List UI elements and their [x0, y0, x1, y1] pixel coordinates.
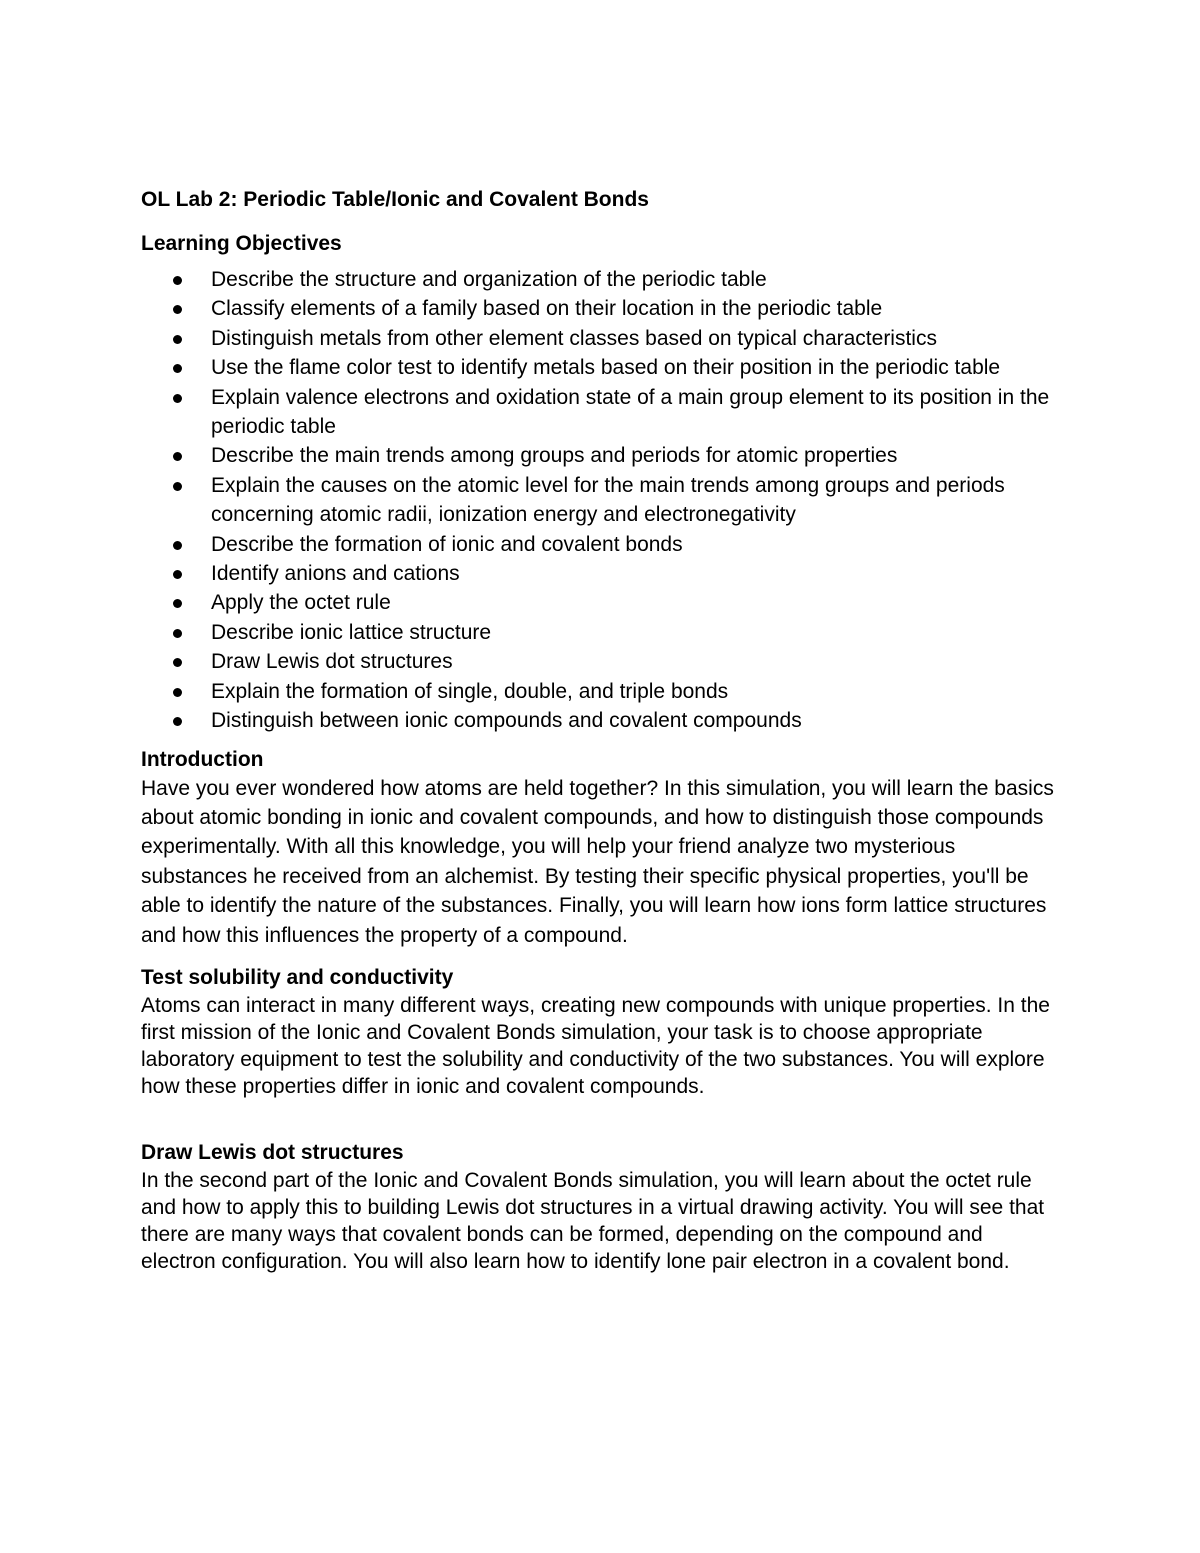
- list-item: [141, 618, 1061, 647]
- objective-text: Describe ionic lattice structure: [211, 620, 492, 644]
- objective-text: Identify anions and cations: [211, 562, 460, 586]
- bullet-icon: [173, 658, 182, 667]
- learning-objectives-list: [141, 265, 1061, 736]
- document-page: [141, 186, 1061, 1275]
- section-spacer: [141, 1100, 1061, 1139]
- list-item: [141, 677, 1061, 706]
- bullet-icon: [173, 364, 182, 373]
- objective-text: Describe the structure and organization of the periodic table: [211, 268, 767, 291]
- bullet-icon: [173, 276, 182, 285]
- list-item: [141, 588, 1061, 617]
- list-item: [141, 706, 1061, 735]
- bullet-icon: [173, 394, 182, 403]
- bullet-icon: [173, 688, 182, 697]
- list-item: [141, 383, 1061, 442]
- bullet-icon: [173, 541, 182, 550]
- objective-text: Explain the causes on the atomic level for the main trends among groups and periods concerning atomic radii, ionization energy and electronegativity: [211, 473, 1005, 527]
- objective-text: Explain valence electrons and oxidation state of a main group element to its position in the periodic table: [211, 385, 1050, 439]
- objective-text: Describe the formation of ionic and covalent bonds: [211, 532, 683, 556]
- objective-text: Distinguish metals from other element classes based on typical characteristics: [211, 326, 937, 350]
- list-item: [141, 530, 1061, 559]
- introduction-heading: Introduction: [141, 747, 264, 771]
- objective-text: Describe the main trends among groups and periods for atomic properties: [211, 444, 898, 468]
- objective-text: Distinguish between ionic compounds and covalent compounds: [211, 709, 802, 733]
- learning-objectives-heading: Learning Objectives: [141, 232, 342, 255]
- bullet-icon: [173, 305, 182, 314]
- bullet-icon: [173, 599, 182, 608]
- document-title: OL Lab 2: Periodic Table/Ionic and Covalent Bonds: [141, 188, 649, 211]
- list-item: [141, 294, 1061, 323]
- solubility-heading: Test solubility and conductivity: [141, 965, 454, 989]
- bullet-icon: [173, 717, 182, 726]
- bullet-icon: [173, 629, 182, 638]
- objective-text: Draw Lewis dot structures: [211, 650, 453, 674]
- objective-text: Apply the octet rule: [211, 591, 391, 615]
- bullet-icon: [173, 452, 182, 461]
- objective-text: Classify elements of a family based on their location in the periodic table: [211, 297, 883, 321]
- list-item: [141, 265, 1061, 294]
- objective-text: Use the flame color test to identify metals based on their position in the periodic table: [211, 356, 1001, 380]
- list-item: [141, 647, 1061, 676]
- solubility-text: Atoms can interact in many different ways, creating new compounds with unique properties. In the first mission of the Ionic and Covalent Bonds simulation, your task is to choose appropriate laboratory equipment to test the solubility and conductivity of the two substances. You will explore how these properties differ in ionic and covalent compounds.: [141, 993, 1050, 1098]
- bullet-icon: [173, 482, 182, 491]
- list-item: [141, 353, 1061, 382]
- list-item: [141, 324, 1061, 353]
- list-item: [141, 441, 1061, 470]
- list-item: [141, 471, 1061, 530]
- objective-text: Explain the formation of single, double, and triple bonds: [211, 679, 729, 703]
- lewis-text: In the second part of the Ionic and Covalent Bonds simulation, you will learn about the octet rule and how to apply this to building Lewis dot structures in a virtual drawing activity. You will see that there are many ways that covalent bonds can be formed, depending on the compound and electron configuration. You will also learn how to identify lone pair electron in a covalent bond.: [141, 1168, 1045, 1273]
- list-item: [141, 559, 1061, 588]
- bullet-icon: [173, 570, 182, 579]
- lewis-heading: Draw Lewis dot structures: [141, 1140, 404, 1164]
- bullet-icon: [173, 335, 182, 344]
- introduction-text: Have you ever wondered how atoms are held together? In this simulation, you will learn the basics about atomic bonding in ionic and covalent compounds, and how to distinguish those compounds experimentally. With all this knowledge, you will help your friend analyze two mysterious substances he received from an alchemist. By testing their specific physical properties, you'll be able to identify the nature of the substances. Finally, you will learn how ions form lattice structures and how this influences the property of a compound.: [141, 776, 1054, 947]
